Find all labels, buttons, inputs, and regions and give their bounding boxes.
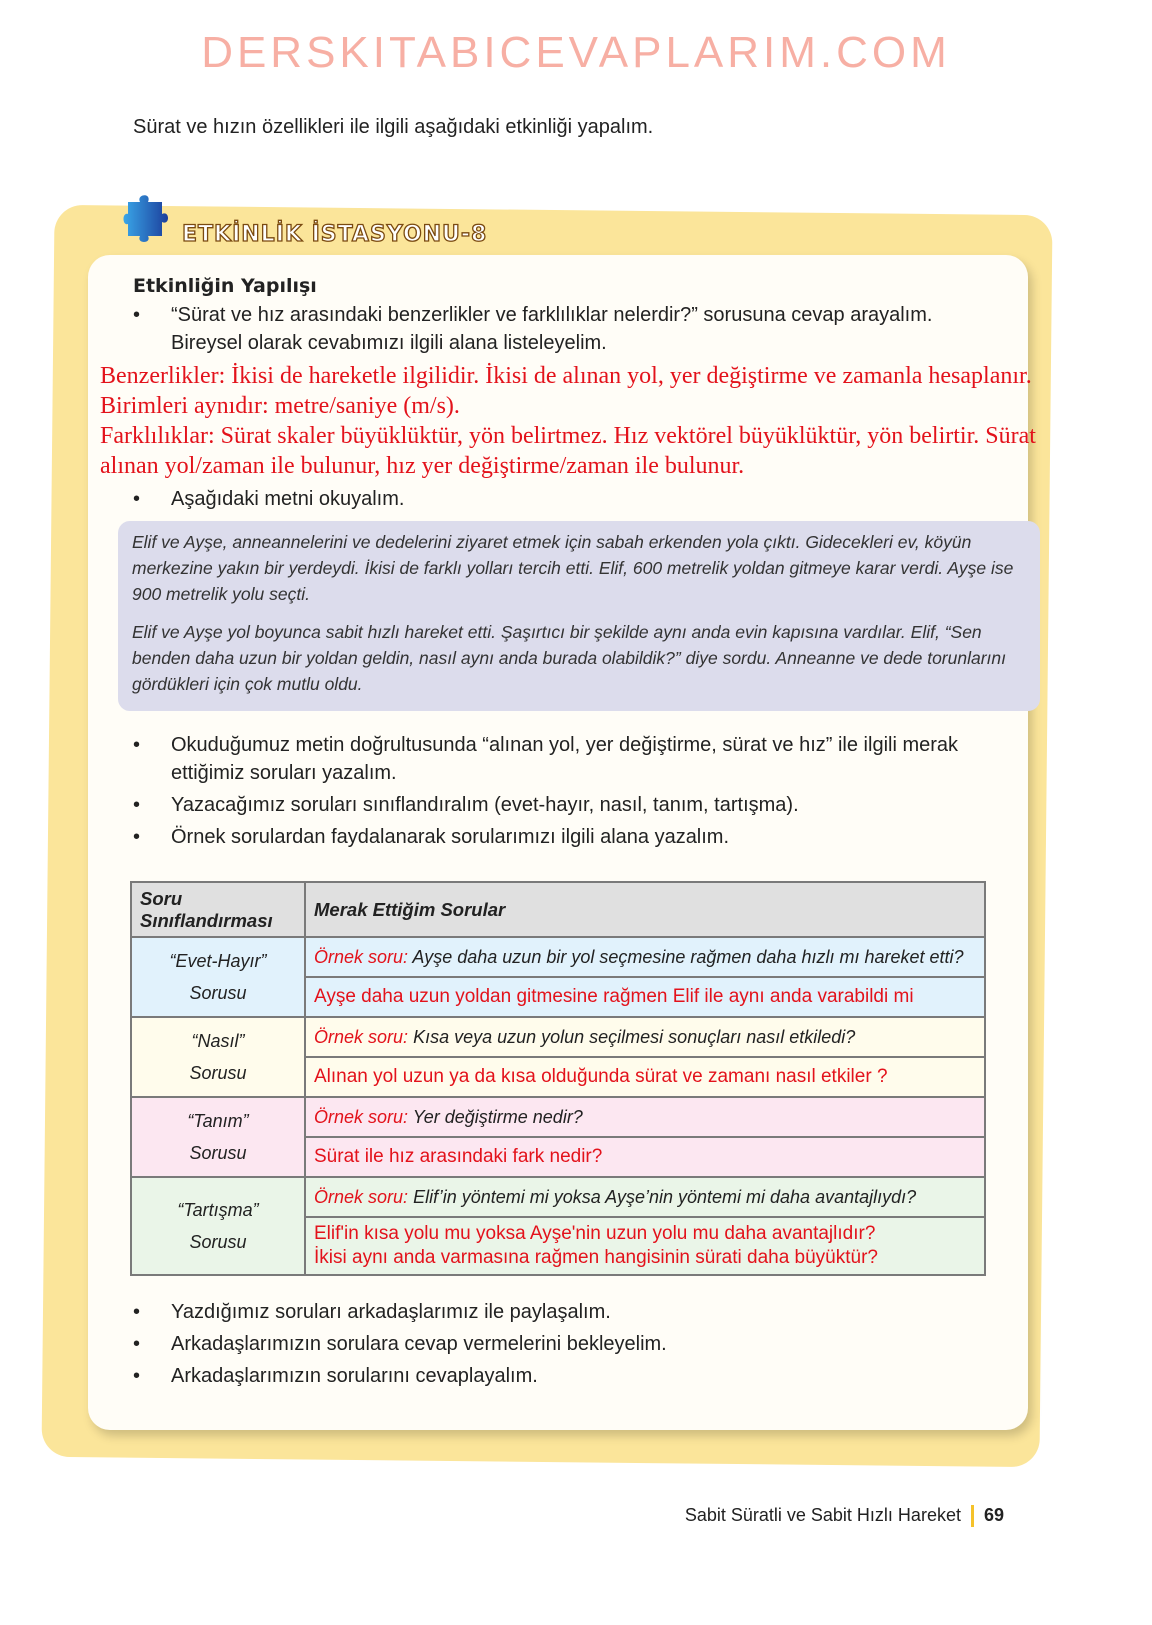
reading-paragraph: Elif ve Ayşe, anneannelerini ve dedelerini ziyaret etmek için sabah erkenden yola çıktı. Gidecekleri ev, köyün merkezine yakın bir yerdeydi. İkisi de farklı yolları tercih etti. Elif, 600 metrelik yoldan gitmeye karar verdi. Ayşe ise 900 metrelik yolu seçti. xyxy=(132,532,1014,604)
page-number: 69 xyxy=(983,1505,1004,1525)
category-label: Sorusu xyxy=(189,1143,247,1163)
bullet-item: • “Sürat ve hız arasındaki benzerlikler ve farklılıklar nelerdir?” sorusuna cevap arayalım. Bireysel olarak cevabımızı ilgili alana listeleyelim. xyxy=(133,301,983,357)
category-cell xyxy=(131,937,305,1017)
category-label: Sorusu xyxy=(189,1232,247,1252)
category-cell xyxy=(131,1177,305,1275)
activity-card-wrapper xyxy=(88,255,1036,1430)
answer-question: Ayşe daha uzun yoldan gitmesine rağmen Elif ile aynı anda varabildi mi xyxy=(305,977,985,1017)
example-label: Örnek soru: xyxy=(314,1187,409,1207)
puzzle-icon xyxy=(122,190,170,246)
example-question xyxy=(305,1017,985,1057)
table-row xyxy=(131,1097,985,1137)
bullet-item: • Okuduğumuz metin doğrultusunda “alınan yol, yer değiştirme, sürat ve hız” ile ilgili merak ettiğimiz soruları yazalım. xyxy=(133,731,983,787)
reading-paragraph: Elif ve Ayşe yol boyunca sabit hızlı hareket etti. Şaşırtıcı bir şekilde aynı anda evin kapısına vardılar. Elif, “Sen benden daha uzun bir yoldan geldin, nasıl aynı anda burada olabildik?” diye sordu. Anneanne ve dede torunlarını gördükleri için çok mutlu oldu. xyxy=(132,622,1007,694)
bullet-item: • Yazdığımız soruları arkadaşlarımız ile paylaşalım. xyxy=(133,1298,983,1326)
category-label: Sorusu xyxy=(189,1063,247,1083)
category-cell xyxy=(131,1017,305,1097)
watermark: DERSKITABICEVAPLARIM.COM xyxy=(201,28,951,77)
category-label: “Nasıl” xyxy=(191,1031,245,1051)
question-table xyxy=(130,881,986,1276)
answer-question: Alınan yol uzun ya da kısa olduğunda sürat ve zamanı nasıl etkiler ? xyxy=(305,1057,985,1097)
example-text: Kısa veya uzun yolun seçilmesi sonuçları nasıl etkiledi? xyxy=(413,1027,856,1047)
category-label: “Tartışma” xyxy=(177,1200,259,1220)
category-label: “Tanım” xyxy=(187,1111,249,1131)
page-footer xyxy=(685,1505,1004,1527)
answer-question xyxy=(305,1217,985,1275)
reading-text-box xyxy=(118,521,1040,711)
table-header xyxy=(131,882,985,937)
handwritten-answer xyxy=(100,361,1090,481)
bullet-item: • Aşağıdaki metni okuyalım. xyxy=(133,485,983,513)
answer-line: Elif'in kısa yolu mu yoksa Ayşe'nin uzun yolu mu daha avantajlıdır? xyxy=(314,1223,876,1244)
category-label: Sorusu xyxy=(189,983,247,1003)
example-label: Örnek soru: xyxy=(314,1107,409,1127)
activity-card xyxy=(88,255,1036,1430)
example-label: Örnek soru: xyxy=(314,947,409,967)
footer-divider xyxy=(971,1505,974,1527)
bullet-item: • Arkadaşlarımızın sorulara cevap vermelerini bekleyelim. xyxy=(133,1330,983,1358)
bullet-item: • Yazacağımız soruları sınıflandıralım (evet-hayır, nasıl, tanım, tartışma). xyxy=(133,791,983,819)
subtitle: Etkinliğin Yapılışı xyxy=(133,275,317,297)
example-text: Ayşe daha uzun bir yol seçmesine rağmen daha hızlı mı hareket etti? xyxy=(412,947,964,967)
header-questions: Merak Ettiğim Sorular xyxy=(305,882,985,937)
activity-title: ETKİNLİK İSTASYONU-8 xyxy=(182,222,488,247)
category-label: “Evet-Hayır” xyxy=(169,951,267,971)
example-question xyxy=(305,1097,985,1137)
example-text: Elif’in yöntemi mi yoksa Ayşe’nin yöntemi mi daha avantajlıydı? xyxy=(413,1187,917,1207)
header-classification: Soru Sınıflandırması xyxy=(131,882,305,937)
bullet-item: • Örnek sorulardan faydalanarak sorularımızı ilgili alana yazalım. xyxy=(133,823,983,851)
chapter-title: Sabit Süratli ve Sabit Hızlı Hareket xyxy=(684,1505,961,1525)
example-question xyxy=(305,1177,985,1217)
example-text: Yer değiştirme nedir? xyxy=(412,1107,583,1127)
bullet-item: • Arkadaşlarımızın sorularını cevaplayalım. xyxy=(133,1362,983,1390)
answer-line: İkisi aynı anda varmasına rağmen hangisinin sürati daha büyüktür? xyxy=(314,1247,878,1268)
category-cell xyxy=(131,1097,305,1177)
example-label: Örnek soru: xyxy=(314,1027,409,1047)
table-row xyxy=(131,937,985,977)
answer-similarities: Benzerlikler: İkisi de hareketle ilgilidir. İkisi de alınan yol, yer değiştirme ve zamanla hesaplanır. Birimleri aynıdır: metre/saniye (m/s). xyxy=(100,363,1032,419)
table-row xyxy=(131,1177,985,1217)
answer-question: Sürat ile hız arasındaki fark nedir? xyxy=(305,1137,985,1177)
example-question xyxy=(305,937,985,977)
intro-text: Sürat ve hızın özellikleri ile ilgili aşağıdaki etkinliği yapalım. xyxy=(133,116,654,138)
table-row xyxy=(131,1017,985,1057)
answer-differences: Farklılıklar: Sürat skaler büyüklüktür, yön belirtmez. Hız vektörel büyüklüktür, yön belirtir. Sürat alınan yol/zaman ile bulunur, hız yer değiştirme/zaman ile bulunur. xyxy=(100,423,1036,479)
